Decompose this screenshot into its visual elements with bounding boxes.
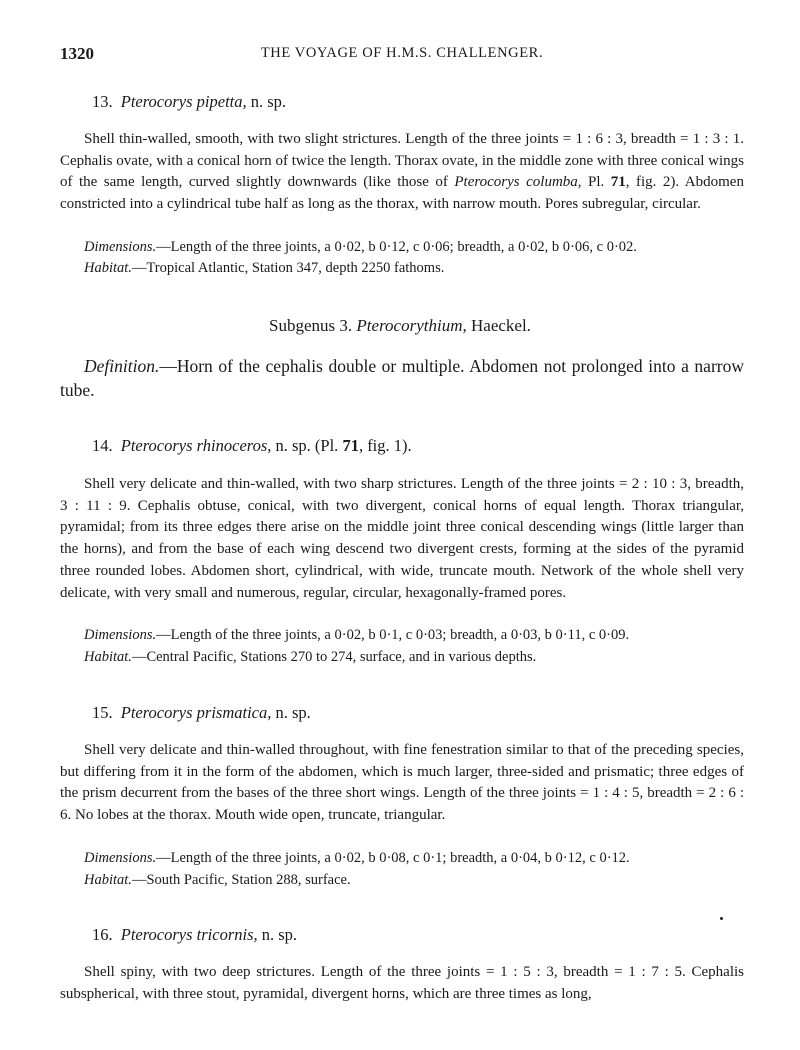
species-13-description: Shell thin-walled, smooth, with two slight strictures. Length of the three joints = 1 : 6 : 3, breadth = 1 : 3 : 1. Cephalis ovate, with a conical horn of twice the length. Thorax ovate, in the middle zone with three conical wings of the same length, curved slightly downwards (like those of Pterocorys columba, Pl. 71, fig. 2). Abdomen constricted into a cylindrical tube half as long as the thorax, with narrow mouth. Pores subregular, circular.	[60, 131, 744, 213]
species-14-dimensions: Dimensions.—Length of the three joints, a 0·02, b 0·1, c 0·03; breadth, a 0·03, b 0·11, c 0·09.	[84, 627, 630, 643]
page-number: 1320	[60, 44, 94, 63]
species-14-heading: 14. Pterocorys rhinoceros, n. sp. (Pl. 71, fig. 1).	[92, 436, 412, 455]
species-15-description: Shell very delicate and thin-walled throughout, with fine fenestration similar to that of the preceding species, but differing from it in the form of the abdomen, which is much larger, three-sided and prismatic; three edges of the prism decurrent from the bases of the three short wings. Length of the three joints = 1 : 4 : 5, breadth = 2 : 6 : 6. No lobes at the thorax. Mouth wide open, truncate, triangular.	[60, 742, 744, 824]
species-16-description: Shell spiny, with two deep strictures. Length of the three joints = 1 : 5 : 3, breadth = 1 : 7 : 5. Cephalis subspherical, with three stout, pyramidal, divergent horns, which are three times as long,	[60, 964, 744, 1002]
species-14-habitat: Habitat.—Central Pacific, Stations 270 to 274, surface, and in various depths.	[84, 649, 537, 665]
habitat-label: Habitat.	[84, 260, 132, 276]
running-head: THE VOYAGE OF H.M.S. CHALLENGER.	[260, 45, 544, 61]
species-13-dimensions: Dimensions.—Length of the three joints, a 0·02, b 0·12, c 0·06; breadth, a 0·02, b 0·06, c 0·02.	[84, 239, 637, 255]
subgenus-heading: Subgenus 3. Pterocorythium, Haeckel.	[269, 316, 531, 335]
species-13-habitat: Habitat.—Tropical Atlantic, Station 347, depth 2250 fathoms.	[84, 260, 445, 276]
species-name: Pterocorys prismatica,	[120, 703, 272, 722]
species-14-description: Shell very delicate and thin-walled, with two sharp strictures. Length of the three joints = 2 : 10 : 3, breadth, 3 : 11 : 9. Cephalis obtuse, conical, with two divergent, conical horns of equal length. Thorax triangular, pyramidal; from its three edges there arise on the middle joint three conical descending wings (little larger than the horns), and from the base of each wing descend two divergent crests, forming at the sides of the pyramid three rounded lobes. Abdomen short, cylindrical, with wide, truncate mouth. Network of the whole shell very delicate, with very small and numerous, regular, circular, hexagonally-framed pores.	[60, 476, 744, 601]
plate-number: 71	[342, 436, 359, 455]
reference-species: Pterocorys columba,	[454, 174, 582, 191]
dimensions-label: Dimensions.	[84, 239, 157, 255]
species-16-heading: 16. Pterocorys tricornis, n. sp.	[92, 925, 298, 944]
species-15-habitat: Habitat.—South Pacific, Station 288, surface.	[84, 872, 351, 888]
plate-number: 71	[610, 174, 626, 191]
species-number: 13.	[92, 92, 113, 111]
subgenus-definition: Definition.—Horn of the cephalis double or multiple. Abdomen not prolonged into a narrow tube.	[60, 356, 744, 400]
subgenus-name: Pterocorythium,	[356, 316, 467, 335]
species-suffix: n. sp.	[250, 92, 287, 111]
page-header	[60, 44, 744, 68]
print-speck	[720, 917, 723, 920]
species-13-heading	[92, 92, 286, 112]
species-15-heading: 15. Pterocorys prismatica, n. sp.	[92, 703, 311, 722]
species-name: Pterocorys pipetta,	[120, 92, 247, 111]
species-name: Pterocorys tricornis,	[120, 925, 258, 944]
species-15-dimensions: Dimensions.—Length of the three joints, a 0·02, b 0·08, c 0·1; breadth, a 0·04, b 0·12, c 0·12.	[84, 850, 630, 866]
definition-label: Definition.	[84, 356, 160, 376]
species-name: Pterocorys rhinoceros,	[120, 436, 272, 455]
